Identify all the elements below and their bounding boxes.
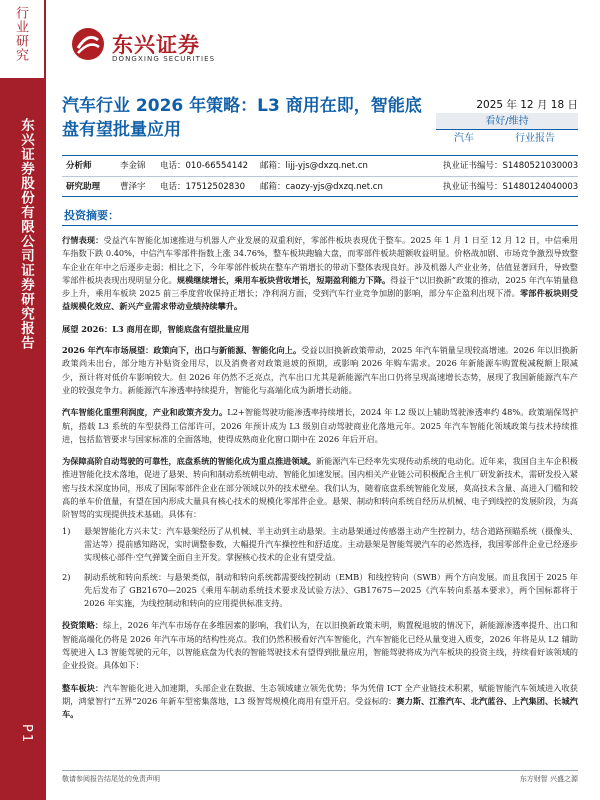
list-item <box>62 571 578 611</box>
author-row <box>62 176 578 196</box>
sector-tag: 汽车 <box>454 133 474 144</box>
rating-badge: 看好/维持 <box>436 113 578 130</box>
author-phone: 电话：010-66554142 <box>160 161 249 171</box>
author-table <box>62 155 578 197</box>
author-role: 分析师 <box>66 161 92 171</box>
logo-name-en: DONGXING SECURITIES <box>112 55 216 63</box>
report-type-tag: 行业报告 <box>515 133 555 144</box>
investment-strategy-paragraph <box>62 619 578 672</box>
footer-disclaimer: 敬请参阅报告结尾处的免责声明 <box>62 775 160 783</box>
sidebar-company-label: 东兴证券股份有限公司证券研究报告 <box>18 118 34 350</box>
sidebar-category-label: 行业研究 <box>13 6 28 62</box>
sidebar-category-box <box>0 0 46 78</box>
paragraph-text: 汽车智能化进入加速期，头部企业在数据、生态领域建立领先优势；华为凭借 ICT 全产业链技术积累，赋能智能汽车领域进入收获期，鸿蒙智行“五界”2026 年新车型密集落地，L3 级智驾规模化商用有望开启。受益标的： <box>62 682 578 706</box>
paragraph-lead: 行情表现： <box>62 235 104 245</box>
paragraph-highlight: 赛力斯、江淮汽车、北汽蓝谷、上汽集团、长城汽车。 <box>62 695 578 720</box>
paragraph-text: 综上，2026 年汽车市场存在多维因素的影响，我们认为，在以旧换新政策未明，购置税退坡的情况下，新能源渗透率提升、出口和智能高端化仍将是 2026 年汽车市场的结构性亮点。我们仍然积极看好汽车智能化，汽车智能化已经从量变进入质变，2026 年将是从 L2 辅助驾驶进入 L3 智能驾驶的元年，以智能底盘为代表的智能驾驶技术有望得到批量应用，智能驾驶将成为汽车板块的投资主线，持续看好该领域的企业投资。具体如下： <box>62 620 578 671</box>
sidebar-band <box>0 0 46 800</box>
author-row <box>62 156 578 176</box>
paragraph-lead: 汽车智能化重塑利润度，产业和政策齐发力。 <box>62 407 228 418</box>
paragraph-text: 新能源汽车已经率先实现传动系统的电动化。近年来，我国自主车企积极推进智能化技术落地，促进了悬架、转向和制动系统朝电动、智能化加速发展。国内相关产业链公司积极配合主机厂研发新技术，需研发投入紧密与技术深度协同，形成了国际零部件企业在部分领域以外的技术壁垒。我们认为，随着底盘系统智能化发展，莫高技术含量、高进入门槛和较高的单车价值量，有望在国内形成大量具有核心技术的规模化零部件企业。悬架、制动和转向系统自经历从机械、电子到线控的发展阶段，为高阶智驾的实现提供技术基础。具体有： <box>62 456 578 520</box>
list-item-number: 2) <box>62 571 71 582</box>
intelligence-paragraph <box>62 406 578 446</box>
company-logo <box>70 26 230 66</box>
author-name: 李金锦 <box>120 161 146 171</box>
paragraph-highlight: 零部件板块则受益规模化效应、新兴产业需求带动业绩持续攀升。 <box>62 288 578 312</box>
outlook-subtitle: 展望 2026：L3 商用在即，智能底盘有望批量应用 <box>62 323 250 334</box>
footer-divider <box>62 770 578 771</box>
section-heading-label: 投资摘要： <box>64 209 119 222</box>
paragraph-highlight: 规模继续增长，乘用车板块营收增长，短期盈利能力下降。 <box>176 274 391 285</box>
paragraph-text: 受益以旧换新政策带动，2025 年汽车销量呈现较高增速。2026 年以旧换新政策尚未出台，部分地方补贴资金用尽，以及消费者对政策退坡的预期，或影响 2026 年购车需求。2026 年新能源车购置税减税额上限减少，预计将对低价车影响较大。但 2026 年仍然不乏亮点，汽车出口尤其是新能源汽车出口仍将呈现高速增长态势，展现了我国新能源汽车产业的较强竞争力。新能源汽车渗透率持续提升，智能化与高端化成为新增长动能。 <box>62 345 578 395</box>
logo-mark-icon <box>70 26 106 62</box>
author-cert: 执业证书编号：S1480124040003 <box>443 182 579 192</box>
list-item-number: 1) <box>62 525 71 536</box>
paragraph-lead: 投资策略： <box>62 620 104 631</box>
paragraph-lead: 整车板块： <box>62 682 104 693</box>
author-phone: 电话：17512502830 <box>160 182 245 192</box>
paragraph-text: 受益汽车智能化加速推进与机器人产业发展的双重利好，零部件板块表现优于整车。2025 年 1 月 1 日至 12 月 12 日，中信乘用车指数下跌 0.40%，中信汽车零部件指数上涨 34.76%，整车板块跑输大盘，而零部件板块超额收益明显。价格战加剧、市场竞争激烈导致整车企业在年中之后逐步走弱；相比之下，今年零部件板块在整车产销增长的带动下整体表现良好。涉及机器人产业业务，估值显著回升，导致整零部件板块表现出现明显分化。 <box>62 235 578 285</box>
paragraph-lead: 2026 年汽车市场展望：政策向下，出口与新能源、智能化向上。 <box>62 345 302 356</box>
summary-body <box>62 234 578 731</box>
list-item <box>62 525 578 565</box>
logo-name-cn: 东兴证券 <box>112 33 200 57</box>
author-email[interactable]: 邮箱：lijj-yjs@dxzq.net.cn <box>260 161 368 171</box>
section-heading <box>62 206 578 226</box>
author-name: 曹泽宇 <box>120 182 146 192</box>
market-outlook-paragraph <box>62 344 578 397</box>
chassis-paragraph <box>62 455 578 521</box>
author-cert: 执业证书编号：S1480521030003 <box>443 161 579 171</box>
list-item-text: 制动系统和转向系统：与悬架类似，制动和转向系统都需要线控制动（EMB）和线控转向（SWB）两个方向发展。而且我国于 2025 年先后发布了 GB21670—2025《乘用车制动系统技术要求及试验方法》、GB17675—2025《汽车转向系基本要求》，两个国标都将于 2026 年实施，为线控制动和转向的应用提供标准支持。 <box>84 571 578 609</box>
footer-slogan: 东方财智 兴盛之源 <box>519 775 578 783</box>
paragraph-text: L2+智能驾驶功能渗透率持续增长，2024 年 L2 级以上辅助驾驶渗透率约 48%。政策端保驾护航，搭载 L3 系统的车型获得工信部许可，2026 年预计成为 L3 级别自动驾驶商业化落地元年。2025 年汽车智能化领域政策与技术持续推进，包括监管要求与国家标准的全面落地，使得成熟商业化窗口期中在 2026 年后开启。 <box>62 407 578 444</box>
author-role: 研究助理 <box>66 182 101 192</box>
vehicle-sector-paragraph <box>62 682 578 722</box>
report-date: 2025 年 12 月 18 日 <box>476 99 578 111</box>
list-item-text: 悬架智能化方兴未艾：汽车悬架经历了从机械、半主动到主动悬架。主动悬架通过传感器主动产生控制力，结合道路预瞄系统（摄像头、雷达等）提前感知路况，实时调整参数，大幅提升汽车操控性和舒适度。主动悬架是智能驾驶汽车的必然选择，我国零部件企业已经逐步实现核心部件·空气弹簧全面自主开发。掌握核心技术的企业有望受益。 <box>84 525 578 563</box>
market-performance-paragraph <box>62 234 578 314</box>
report-title: 汽车行业 2026 年策略：L3 商用在即，智能底盘有望批量应用 <box>62 96 422 140</box>
sidebar-page-label: P1 <box>19 724 34 745</box>
paragraph-text: 得益于“以旧换新”政策的推动，2025 年汽车销量稳步上升，乘用车板块 2025 前三季度营收保持正增长；净利润方面，受到汽车行业竞争加剧的影响，部分车企盈利出现下滑。 <box>62 274 578 299</box>
author-email[interactable]: 邮箱：caozy-yjs@dxzq.net.cn <box>260 182 383 192</box>
paragraph-lead: 为保障高阶自动驾驶的可靠性，底盘系统的智能化成为重点推进领域。 <box>62 456 316 467</box>
